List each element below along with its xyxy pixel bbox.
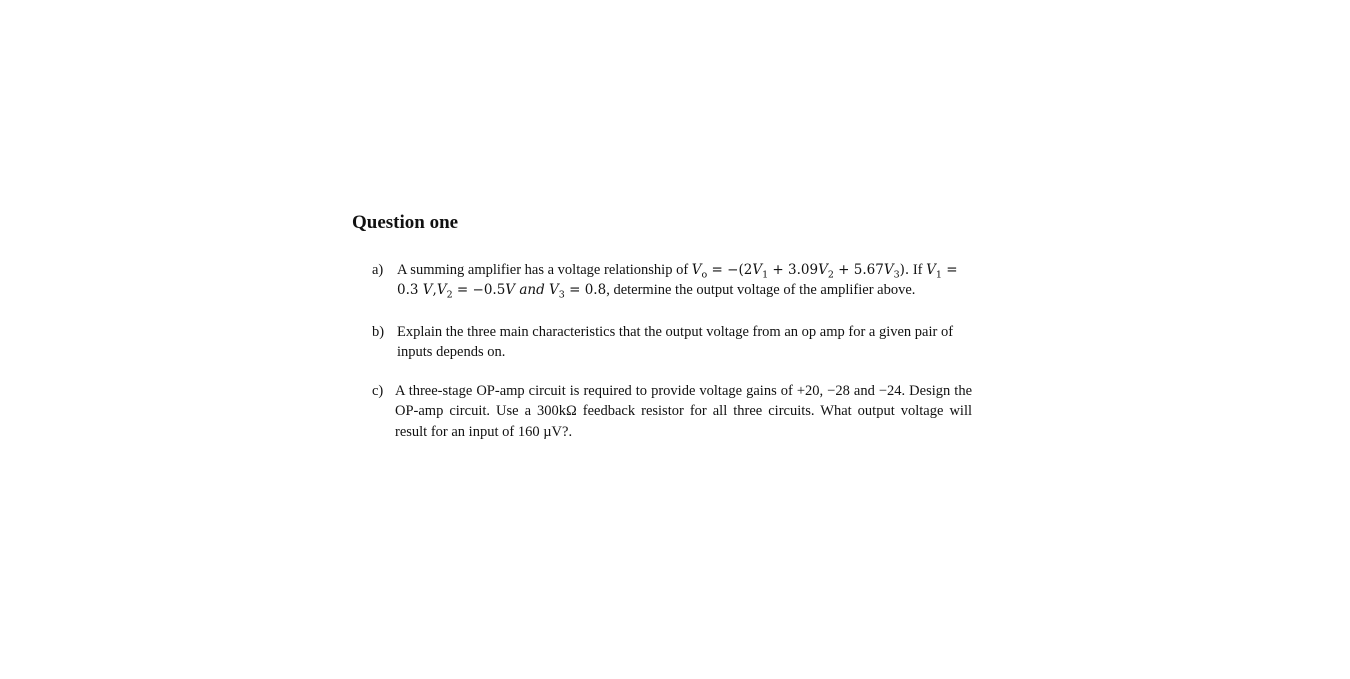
question-document — [352, 211, 977, 440]
question-item-a — [372, 260, 972, 301]
question-item-c — [372, 381, 972, 442]
item-marker-a: a) — [372, 262, 384, 278]
question-item-b — [372, 322, 972, 363]
item-a-text-3: , determine the output voltage of the amplifier above. — [606, 282, 916, 299]
item-marker-b: b) — [372, 324, 385, 340]
given-input-voltages: $V_1 = 0.3$ $V,V_2 = -0.5V$ and $V_3 = 0.8$ — [397, 262, 958, 301]
equation-output-voltage: $V_o = -(2V_1 + 3.09V_2 + 5.67V_3)$. — [691, 262, 910, 281]
item-text-c: A three-stage OP-amp circuit is required to provide voltage gains of +20, −28 and −24. Design the OP-amp circuit. Use a 300kΩ feedback resistor for all three circuits. What output voltage will result for an input of 160 µV?. — [395, 383, 972, 440]
item-marker-c: c) — [372, 383, 384, 399]
item-text-b: Explain the three main characteristics that the output voltage from an op amp for a given pair of inputs depends on. — [397, 324, 954, 361]
item-a-text-2: If — [912, 262, 923, 278]
item-text-a — [397, 260, 972, 301]
question-heading: Question one — [352, 212, 459, 233]
item-a-text-1: A summing amplifier has a voltage relationship of — [397, 262, 689, 278]
